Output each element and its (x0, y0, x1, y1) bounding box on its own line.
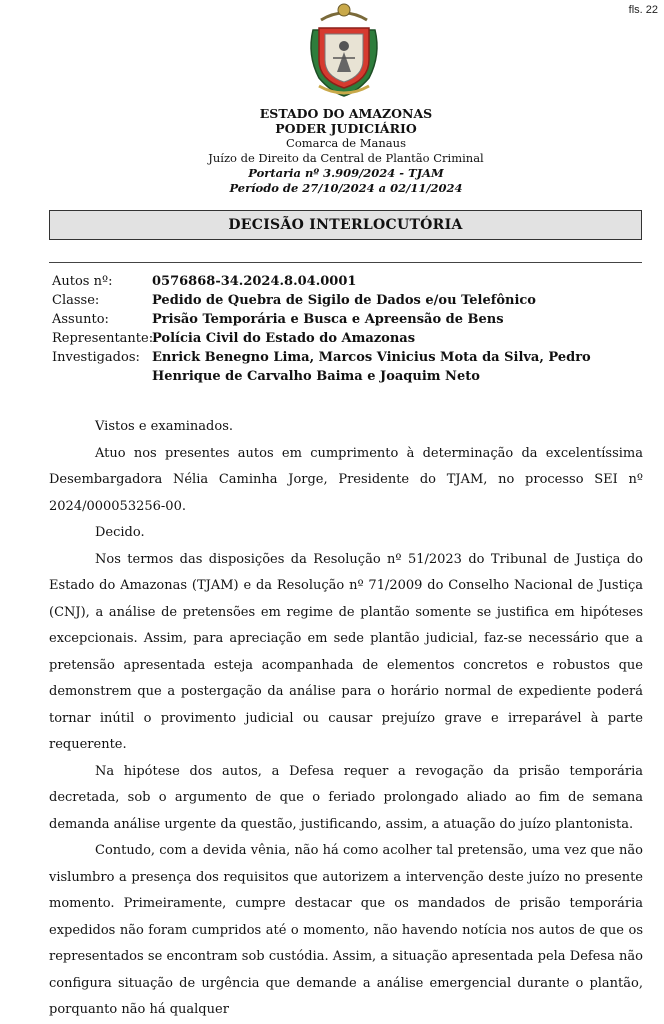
investigated-label: Investigados: (52, 350, 140, 365)
document-title: DECISÃO INTERLOCUTÓRIA (49, 210, 642, 240)
paragraph: Vistos e examinados. (95, 419, 234, 434)
document-header (0, 106, 664, 196)
court-name: Juízo de Direito da Central de Plantão Criminal (208, 151, 484, 165)
period: Período de 27/10/2024 a 02/11/2024 (229, 181, 463, 195)
paragraph: Atuo nos presentes autos em cumprimento à determinação da excelentíssima Desembargadora Nélia Caminha Jorge, Presidente do TJAM, no processo SEI nº 2024/000053256-00. (49, 445, 643, 514)
paragraph: Contudo, com a devida vênia, não há como acolher tal pretensão, uma vez que não vislumbro a presença dos requisitos que autorizem a intervenção deste juízo no presente momento. Primeiramente, cumpre destacar que os mandados de prisão temporária expedidos não foram cumpridos até o momento, não havendo notícia nos autos de que os representados se encontram sob custódia. Assim, a situação apresentada pela Defesa não configura situação de urgência que demande a análise emergencial durante o plantão, porquanto não há qualquer (49, 843, 643, 1017)
investigated-value: Enrick Benegno Lima, Marcos Vinicius Mota da Silva, Pedro Henrique de Carvalho Baima e Joaquim Neto (152, 350, 591, 384)
subject-value: Prisão Temporária e Busca e Apreensão de Bens (152, 312, 504, 327)
judiciary-power: PODER JUDICIÁRIO (275, 121, 417, 136)
state-name: ESTADO DO AMAZONAS (259, 106, 433, 121)
subject-label: Assunto: (52, 312, 109, 327)
paragraph: Nos termos das disposições da Resolução nº 51/2023 do Tribunal de Justiça do Estado do Amazonas (TJAM) e da Resolução nº 71/2009 do Conselho Nacional de Justiça (CNJ), a análise de pretensões em regime de plantão somente se justifica em hipóteses excepcionais. Assim, para apreciação em sede plantão judicial, faz-se necessário que a pretensão apresentada esteja acompanhada de elementos concretos e robustos que demonstrem que a postergação da análise para o horário normal de expediente poderá tornar inútil o provimento judicial ou causar prejuízo grave e irreparável à parte requerente. (49, 551, 643, 752)
case-number-label: Autos nº: (52, 274, 113, 289)
class-value: Pedido de Quebra de Sigilo de Dados e/ou Telefônico (152, 293, 536, 308)
portaria: Portaria nº 3.909/2024 - TJAM (248, 166, 444, 180)
case-info-row (52, 291, 652, 310)
case-info-row (52, 310, 652, 329)
coat-of-arms-emblem (303, 0, 385, 100)
case-info-row (52, 272, 652, 291)
case-info (52, 272, 652, 386)
divider (49, 262, 642, 263)
class-label: Classe: (52, 293, 100, 308)
case-number-value: 0576868-34.2024.8.04.0001 (152, 274, 357, 289)
page-number: fls. 22 (628, 4, 658, 16)
case-info-row (52, 348, 652, 386)
representative-value: Polícia Civil do Estado do Amazonas (152, 331, 416, 346)
case-info-row (52, 329, 652, 348)
decision-body (49, 414, 643, 1024)
representative-label: Representante: (52, 331, 154, 346)
comarca: Comarca de Manaus (286, 136, 406, 150)
paragraph: Na hipótese dos autos, a Defesa requer a revogação da prisão temporária decretada, sob o argumento de que o feriado prolongado aliado ao fim de semana demanda análise urgente da questão, justificando, assim, a atuação do juízo plantonista. (49, 763, 643, 832)
paragraph: Decido. (95, 525, 145, 540)
